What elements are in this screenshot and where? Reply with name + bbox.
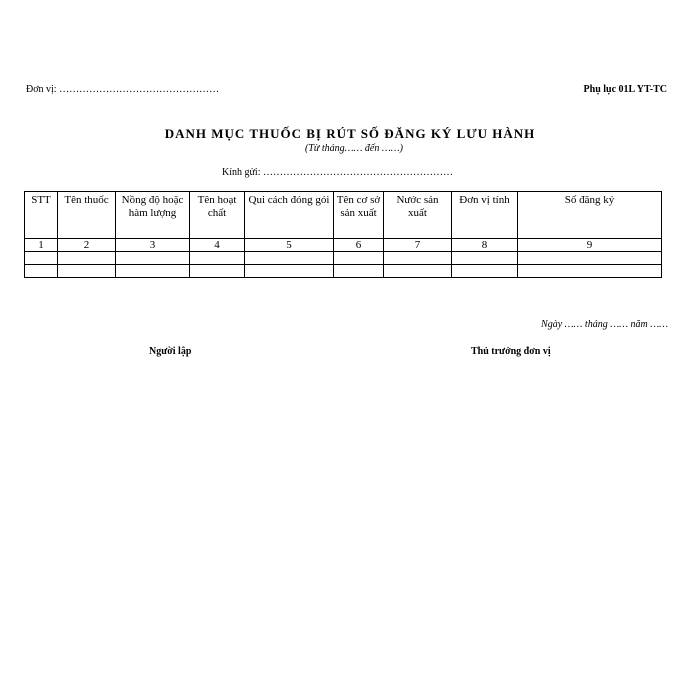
column-number: 8 [452,239,518,252]
table-cell [518,265,662,278]
table-cell [116,252,190,265]
table-cell [384,252,452,265]
column-number: 9 [518,239,662,252]
column-number: 4 [190,239,245,252]
table-row [25,265,662,278]
column-header-country: Nước sản xuất [384,192,452,239]
table-cell [334,265,384,278]
column-number: 1 [25,239,58,252]
column-header-concentration: Nồng độ hoặc hàm lượng [116,192,190,239]
column-header-registration-number: Số đăng ký [518,192,662,239]
table-cell [116,265,190,278]
table-cell [334,252,384,265]
column-header-packaging: Qui cách đóng gói [245,192,334,239]
column-number: 2 [58,239,116,252]
column-number-row [25,239,662,252]
table-cell [25,252,58,265]
table-row [25,252,662,265]
drug-list-table [24,191,662,278]
signature-head-of-unit: Thủ trưởng đơn vị [471,346,551,357]
table-cell [384,265,452,278]
table-cell [190,265,245,278]
document-subtitle: (Từ tháng…… đến ……) [305,143,403,154]
column-number: 3 [116,239,190,252]
recipient-line: Kính gửi: ………………………………………………… [222,167,453,178]
document-title: DANH MỤC THUỐC BỊ RÚT SỐ ĐĂNG KÝ LƯU HÀNH [164,126,536,141]
column-header-active-ingredient: Tên hoạt chất [190,192,245,239]
column-header-stt: STT [25,192,58,239]
appendix-label: Phụ lục 01L YT-TC [583,84,667,95]
table-header-row [25,192,662,239]
table-cell [58,252,116,265]
column-header-drug-name: Tên thuốc [58,192,116,239]
signature-preparer: Người lập [149,346,192,357]
table-cell [58,265,116,278]
table-cell [452,252,518,265]
column-number: 5 [245,239,334,252]
table-cell [245,252,334,265]
table-cell [518,252,662,265]
table-cell [190,252,245,265]
column-header-unit: Đơn vị tính [452,192,518,239]
table-cell [25,265,58,278]
table-cell [452,265,518,278]
column-number: 7 [384,239,452,252]
date-line: Ngày …… tháng …… năm …… [541,319,668,330]
table-cell [245,265,334,278]
column-header-manufacturer: Tên cơ sở sản xuất [334,192,384,239]
column-number: 6 [334,239,384,252]
unit-line: Đơn vị: ………………………………………… [26,84,220,95]
